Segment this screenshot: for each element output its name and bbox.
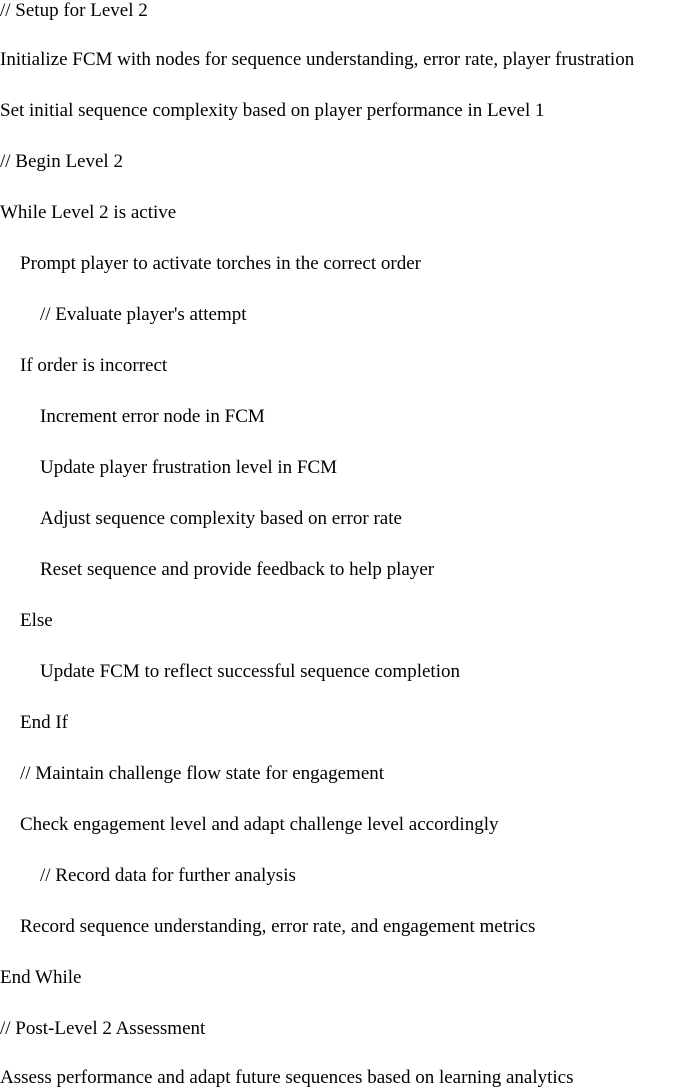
- code-line: Prompt player to activate torches in the correct order: [20, 253, 421, 274]
- code-line: Else: [20, 610, 53, 631]
- code-line: Record sequence understanding, error rate, and engagement metrics: [20, 916, 536, 937]
- code-line: Initialize FCM with nodes for sequence understanding, error rate, player frustration: [0, 49, 635, 70]
- comment-line: // Maintain challenge flow state for engagement: [20, 763, 385, 784]
- code-line: Adjust sequence complexity based on error rate: [40, 508, 402, 529]
- comment-line: // Begin Level 2: [0, 151, 123, 172]
- comment-line: // Evaluate player's attempt: [40, 304, 247, 325]
- code-line: End If: [20, 712, 69, 733]
- code-line: While Level 2 is active: [0, 202, 177, 223]
- code-line: Set initial sequence complexity based on player performance in Level 1: [0, 100, 545, 121]
- code-line: If order is incorrect: [20, 355, 168, 376]
- comment-line: // Post-Level 2 Assessment: [0, 1018, 206, 1039]
- comment-line: // Setup for Level 2: [0, 0, 148, 21]
- code-line: Check engagement level and adapt challenge level accordingly: [20, 814, 499, 835]
- code-line: Update FCM to reflect successful sequence completion: [40, 661, 460, 682]
- code-line: End While: [0, 967, 82, 988]
- code-line: Update player frustration level in FCM: [40, 457, 338, 478]
- code-line: Assess performance and adapt future sequences based on learning analytics: [0, 1067, 574, 1088]
- comment-line: // Record data for further analysis: [40, 865, 296, 886]
- code-line: Reset sequence and provide feedback to help player: [40, 559, 435, 580]
- code-line: Increment error node in FCM: [40, 406, 265, 427]
